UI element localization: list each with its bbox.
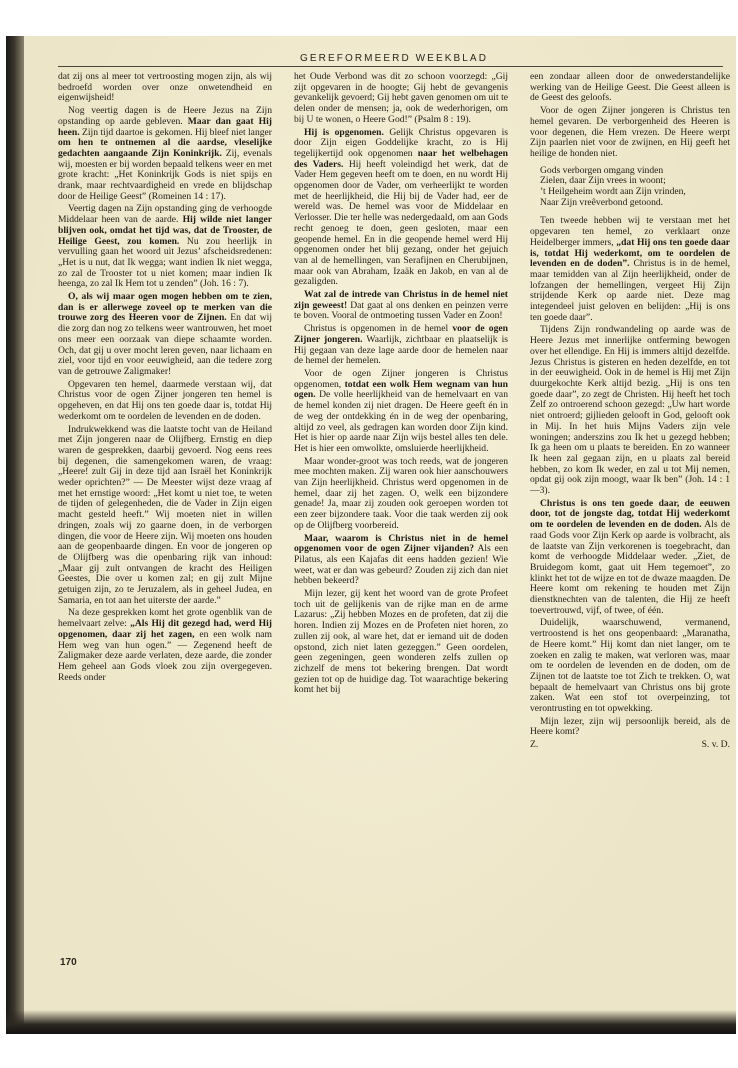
- bold-emphasis: „Als Hij dit gezegd had, werd Hij opgenomen, daar zij het zagen,: [58, 618, 272, 640]
- article-paragraph: Mijn lezer, zijn wij persoonlijk bereid, als de Heere komt?: [530, 715, 730, 738]
- text-run: Zijn tijd daartoe is gekomen. Hij bleef niet langer: [79, 126, 272, 138]
- bold-emphasis: Maar dan gaat Hij heen.: [58, 115, 272, 138]
- bold-emphasis: om hen te ontnemen al die aardse, vleselijke gedachten aangaande Zijn Koninkrijk.: [58, 137, 272, 159]
- bold-emphasis: Hij wilde niet langer blijven ook, omdat het tijd was, dat de Trooster, de Heilige Geest, zou komen.: [58, 214, 272, 247]
- bold-emphasis: „dat Hij ons ten goede daar is, totdat Hij wederkomt, om te oordelen de levenden en de doden”.: [530, 236, 730, 270]
- article-paragraph: dat zij ons al meer tot vertroosting mogen zijn, als wij bedroefd worden over onze onwetendheid en eigenwijsheid!: [58, 72, 272, 104]
- article-paragraph: [530, 216, 730, 323]
- text-run: Na deze gesprekken komt het grote ogenblik van de hemelvaart zelve:: [58, 607, 272, 630]
- article-paragraph: [294, 290, 508, 322]
- poem-line: Naar Zijn vreêverbond getoond.: [540, 196, 664, 208]
- article-paragraph: [58, 292, 272, 378]
- bold-emphasis: Christus is ons ten goede daar, de eeuwen door, tot de jongste dag, totdat Hij wederkomt om te oordelen de levenden en de doden.: [530, 497, 730, 531]
- page-bottom-edge: [6, 1010, 736, 1034]
- article-paragraph: Voor de ogen Zijner jongeren is Christus ten hemel gevaren. De verborgenheid des Heeren is voor degenen, die Hem vrezen. De Heere werpt Zijn paarlen niet voor de zwijnen, en Hij geeft het heilige de honden niet.: [530, 105, 730, 159]
- article-paragraph: [294, 369, 508, 455]
- column-2: [294, 72, 508, 944]
- text-run: Zij, evenals wij, moesten er bij worden bepaald telkens weer en met grote kracht: „Het Koninkrijk Gods is niet spijs en drank, maar rechtvaardigheid en vrede en blijdschap door de Heilige Geest” (Romeinen 14 : 17).: [58, 147, 272, 202]
- article-paragraph: Duidelijk, waarschuwend, vermanend, vertroostend is het ons geopenbaard: „Maranatha, de Heere komt.” Hij komt dan niet langer, om te zoeken en zalig te maken, wat verloren was, maar om te oordelen de levenden en de doden, om de Zijnen tot de laatste toe tot Zich te trekken. O, wat bepaalt de hemelvaart van Christus ons bij grote zaken. Wat een stof tot overpeinzing, tot verontrusting en tot opwekking.: [530, 617, 730, 715]
- text-run: De volle heerlijkheid van de hemelvaart en van de hemel konden zij niet dragen. De Heere geeft én in de weg der ontdekking én in de weg der openbaring, altijd zo veel, als gedragen kan worden door Zijn kind. Het is hier op aarde naar Zijn wijs bestel alles ten dele. Het is hier een omwolkte, omsluierde heerlijkheid.: [294, 389, 508, 454]
- text-run: Nu zou heerlijk in vervulling gaan het woord uit Jezus’ afscheidsredenen: „Het is u nut, dat Ik wegga; want indien Ik niet wegga, zo zal de Trooster tot u niet komen; maar indien Ik heenga, zo zal Ik Hem tot u zenden” (Joh. 16 : 7).: [58, 235, 272, 290]
- signature-right: S. v. D.: [701, 739, 730, 751]
- text-run: Waarlijk, zichtbaar en plaatselijk is Hij gegaan van deze lage aarde door de hemelen naar de hemel der hemelen.: [294, 333, 508, 367]
- article-paragraph: [294, 324, 508, 367]
- poem-stanza: [540, 166, 730, 209]
- poem-line: Gods verborgen omgang vinden: [540, 164, 664, 176]
- running-head: GEREFORMEERD WEEKBLAD: [300, 53, 489, 64]
- text-run: Als de raad Gods voor Zijn Kerk op aarde is volbracht, als de laatste van Zijn verkorenen is toegebracht, dan komt de verhoogde Middelaar weder. „Ziet, de Bruidegom komt, gaat uit Hem tegemoet”, zo klinkt het tot de wijze en tot de dwaze maagden. De Heere komt om rekening te houden met Zijn dienstknechten van de talenten, die Hij ze heeft toevertrouwd, vijf, of twee, of één.: [530, 519, 730, 616]
- article-paragraph: [294, 128, 508, 289]
- signature-line: [530, 740, 730, 751]
- bold-emphasis: Maar, waarom is Christus niet in de hemel opgenomen voor de ogen Zijner vijanden?: [294, 532, 508, 555]
- poem-line: Zielen, daar Zijn vrees in woont;: [540, 175, 666, 187]
- article-paragraph: Tijdens Zijn rondwandeling op aarde was de Heere Jezus met innerlijke ontferming bewogen over het ellendige. En Hij is immers altijd dezelfde. Jezus Christus is gisteren en heden dezelfde, en tot in der eeuwigheid. Ook in de hemel is Hij met Zijn duurgekochte Kerk altijd bezig. „Hij is ons ten goede daar”, zo zegt de Christen. Hij heeft het toch Zelf zo ontroerend schoon gezegd: „Uw hart worde niet ontroerd; gijlieden gelooft in God, gelooft ook in Mij. In het huis Mijns Vaders zijn vele woningen; anderszins zou Ik het u gezegd hebben; Ik ga heen om u plaats te bereiden. En zo wanneer Ik heen zal gegaan zijn, en u plaats zal bereid hebben, zo kom Ik weder, en zal u tot Mij nemen, opdat gij ook zijn moogt, waar Ik ben” (Joh. 14 : 1—3).: [530, 324, 730, 497]
- article-paragraph: het Oude Verbond was dit zo schoon voorzegd: „Gij zijt opgevaren in de hoogte; Gij hebt de gevangenis gevankelijk gevoerd; Gij hebt gaven genomen om uit te delen onder de mensen; ja, ook de wederhorigen, om bij U te wonen, o Heere God!” (Psalm 8 : 19).: [294, 72, 508, 125]
- text-run: Christus is in de hemel, maar temidden van al Zijn heerlijkheid, onder de lofzangen der hemellingen, vergeet Hij Zijn strijdende Kerk op aarde niet. Deze mag integendeel juist geloven en belijden: „Hij is ons ten goede daar”.: [530, 258, 730, 323]
- text-run: En dat wij die zorg dan nog zo telkens weer wantrouwen, het moet ons meer een oorzaak van diepe schaamte worden. Och, dat gij u over mocht leren geven, naar lichaam en ziel, voor tijd en voor eeuwigheid, aan die tedere zorg van de getrouwe Zaligmaker!: [58, 312, 272, 377]
- bold-emphasis: naar het welbehagen des Vaders.: [294, 147, 508, 170]
- article-paragraph: een zondaar alleen door de onwederstandelijke werking van de Heilige Geest. Die Geest alleen is de Geest des geloofs.: [530, 72, 730, 104]
- text-run: Hij heeft voleindigd het werk, dat de Vader Hem gegeven heeft om te doen, en nu wordt Hij opgenomen door de Vader, om verheerlijkt te worden met de heerlijkheid, die Hij bij de Vader had, eer de wereld was. De hemel was voor de Middelaar en Verlosser. Die ter helle was nedergedaald, om aan Gods recht genoeg te doen, geen gesloten, maar een geopende hemel. En in die geopende hemel werd Hij opgenomen onder het blij gezang, onder het gejuich van al de hemellingen, van Serafijnen en Cherubijnen, maar ook van Abraham, Izaäk en Jakob, en van al de gezaligden.: [294, 158, 508, 288]
- bold-emphasis: O, als wij maar ogen mogen hebben om te zien, dan is er allerwege zoveel op te merken van die trouwe zorg des Heeren voor de Zijnen.: [58, 291, 272, 324]
- article-paragraph: [58, 204, 272, 290]
- page-number: 170: [60, 957, 77, 968]
- column-3: [530, 72, 730, 944]
- bold-emphasis: Wat zal de intrede van Christus in de hemel niet zijn geweest!: [294, 289, 508, 311]
- header-rule: [58, 66, 723, 67]
- text-run: en een wolk nam Hem weg van hun ogen.” — Zegenend heeft de Zaligmaker deze aarde verlaten, deze aarde, die zonder Hem geheel aan Gods vloek zou zijn overgegeven. Reeds onder: [58, 628, 272, 683]
- article-paragraph: [294, 534, 508, 588]
- text-run: Als een Pilatus, als een Kajafas dit eens hadden gezien! Wie weet, wat er dan was gebeurd? Zouden zij zich dan niet hebben bekeerd?: [294, 543, 508, 587]
- article-paragraph: Indrukwekkend was die laatste tocht van de Heiland met Zijn jongeren naar de Olijfberg. Ernstig en diep waren de gesprekken, daarbij gevoerd. Nog eens rees bij degenen, die samengekomen waren, de vraag: „Heere! zult Gij in deze tijd aan Israël het Koninkrijk weder oprichten?” — De Meester wijst deze vraag af met het ernstige woord: „Het komt u niet toe, te weten de tijden of gelegenheden, die de Vader in Zijn eigen macht gesteld heeft.” Wij moeten niet in willen dringen, zoals wij zo gaarne doen, in de verborgen dingen, die voor de Heere zijn. Wij moeten ons houden aan de geopenbaarde dingen. En voor de jongeren op de Olijfberg was die openbaring rijk van inhoud: „Maar gij zult ontvangen de kracht des Heiligen Geestes, Die over u komen zal; en gij zult Mijne getuigen zijn, zo te Jeruzalem, als in geheel Judea, en Samaria, en tot aan het uiterste der aarde.”: [58, 423, 272, 606]
- article-paragraph: Maar wonder-groot was toch reeds, wat de jongeren mee mochten maken. Zij waren ook hier aanschouwers van Zijn heerlijkheid. Christus werd opgenomen in de hemel, daar zij het zagen. O, welk een bijzondere genade! Ja, maar zij zouden ook geroepen worden tot een zeer bijzondere taak. Voor die taak werden zij ook op de Olijfberg voorbereid.: [294, 455, 508, 531]
- bold-emphasis: totdat een wolk Hem wegnam van hun ogen.: [294, 378, 508, 401]
- text-run: Dat gaat al ons denken en peinzen verre te boven. Vooral de ontmoeting tussen Vader en Zoon!: [294, 299, 508, 322]
- article-paragraph: Opgevaren ten hemel, daarmede verstaan wij, dat Christus voor de ogen Zijner jongeren ten hemel is opgeheven, en dat Hij ons ten goede daar is, totdat Hij wederkomt om te oordelen de levenden en de doden.: [58, 378, 272, 422]
- text-run: Christus is opgenomen in de hemel: [304, 323, 453, 335]
- article-paragraph: [58, 608, 272, 683]
- text-run: Nog veertig dagen is de Heere Jezus na Zijn opstanding op aarde gebleven.: [58, 105, 272, 127]
- column-1: [58, 72, 272, 944]
- article-paragraph: [530, 499, 730, 617]
- text-run: Veertig dagen na Zijn opstanding ging de verhoogde Middelaar heen van de aarde.: [58, 203, 272, 226]
- text-run: Voor de ogen Zijner jongeren is Christus opgenomen,: [294, 367, 508, 390]
- article-paragraph: [58, 106, 272, 202]
- binding-spine: [6, 36, 24, 1034]
- bold-emphasis: Hij is opgenomen.: [304, 126, 384, 138]
- text-run: Gelijk Christus opgevaren is door Zijn eigen Goddelijke kracht, zo is Hij tegelijkertijd ook opgenomen: [294, 126, 508, 159]
- bold-emphasis: voor de ogen Zijner jongeren.: [294, 323, 508, 345]
- text-run: Ten tweede hebben wij te verstaan met het opgevaren ten hemel, zo verklaart onze Heidelberger immers,: [530, 215, 730, 248]
- poem-line: ’t Heilgeheim wordt aan Zijn vrinden,: [540, 186, 686, 198]
- signature-left: Z.: [530, 739, 539, 751]
- article-paragraph: Mijn lezer, gij kent het woord van de grote Profeet toch uit de gelijkenis van de rijke man en de arme Lazarus: „Zij hebben Mozes en de profeten, dat zij die horen. Indien zij Mozes en de Profeten niet horen, zo zullen zij ook, al ware het, dat er iemand uit de doden opstond, zich niet laten gezeggen.” Geen oordelen, geen zegeningen, geen wonderen zelfs zullen op zichzelf de mens tot bekering brengen. Dat wordt gezien tot op de huidige dag. Tot waarachtige bekering komt het bij: [294, 588, 508, 696]
